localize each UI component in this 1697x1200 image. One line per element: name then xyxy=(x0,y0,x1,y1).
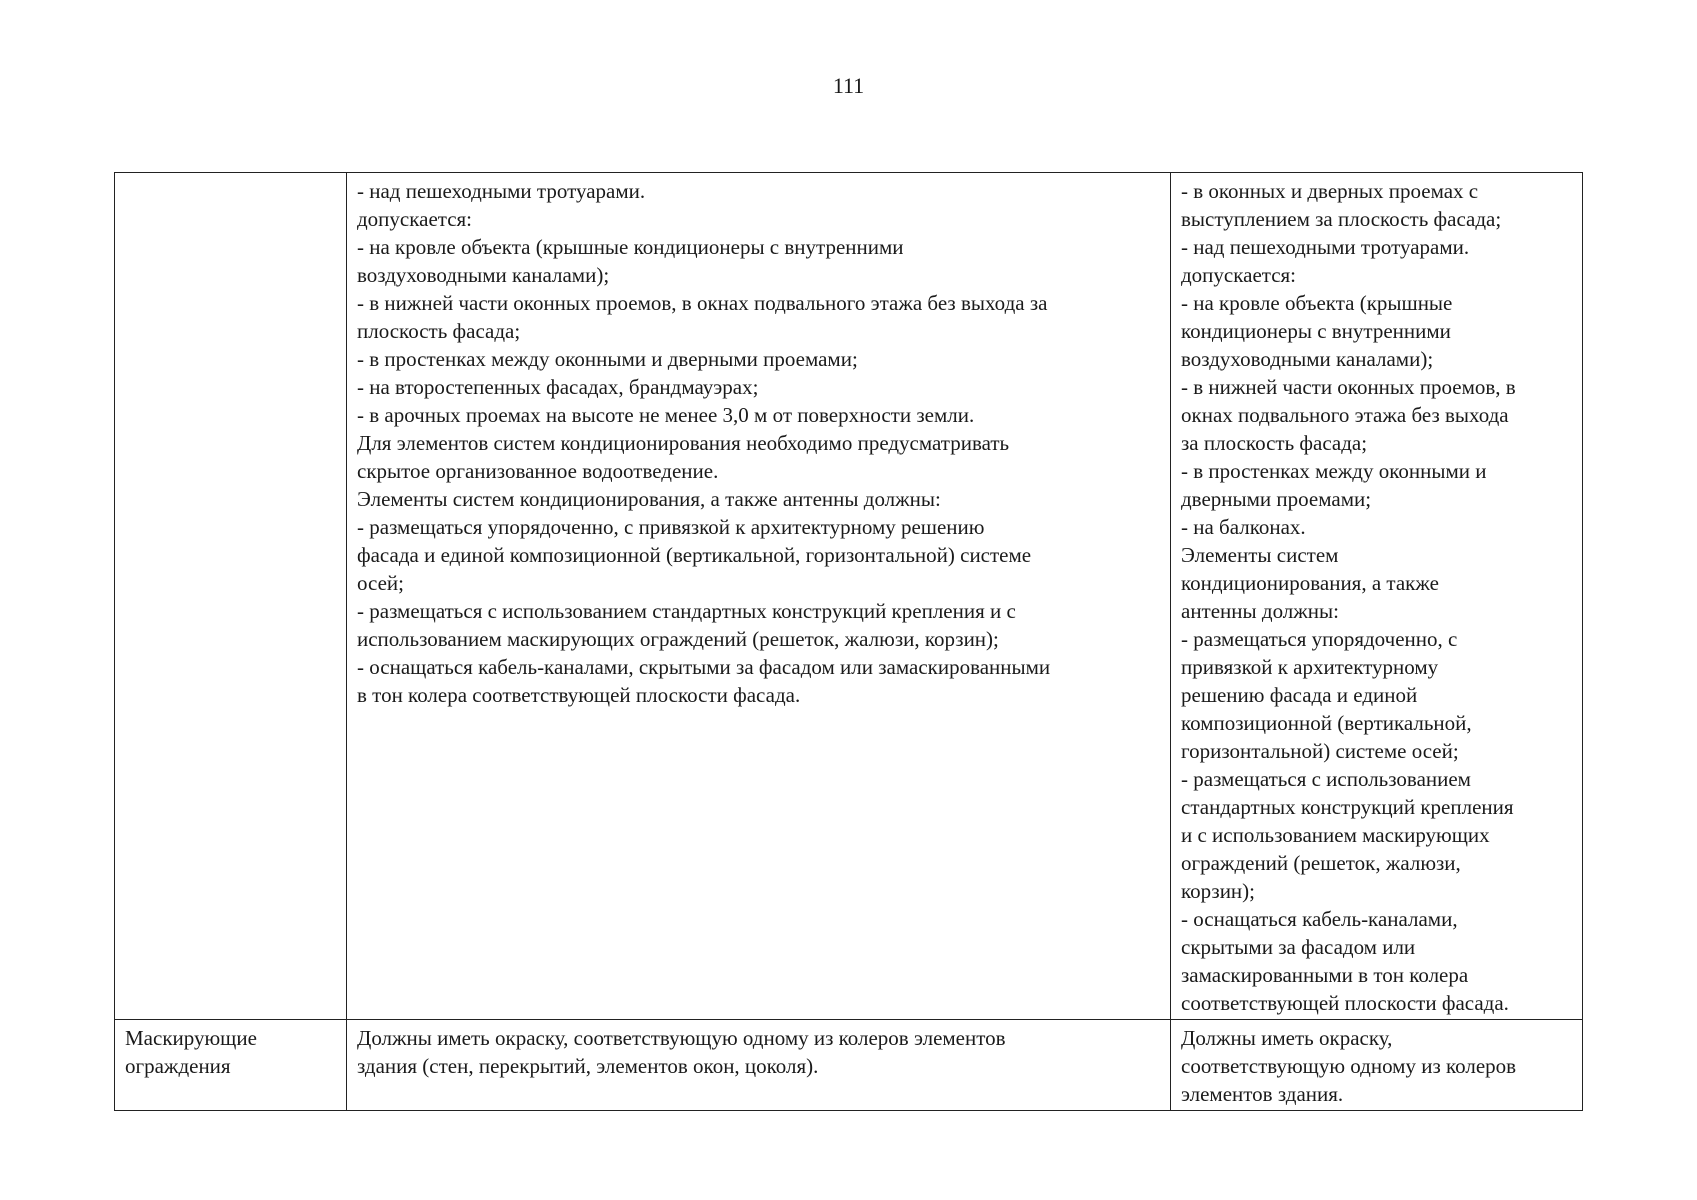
text-line: здания (стен, перекрытий, элементов окон, цоколя). xyxy=(357,1054,819,1078)
text-line: окнах подвального этажа без выхода xyxy=(1181,403,1509,427)
text-line: - на кровле объекта (крышные xyxy=(1181,291,1453,315)
text-line: - размещаться упорядоченно, с xyxy=(1181,627,1458,651)
text-line: - в арочных проемах на высоте не менее 3,0 м от поверхности земли. xyxy=(357,403,975,427)
text-line: соответствующую одному из колеров xyxy=(1181,1054,1517,1078)
text-line: - оснащаться кабель-каналами, скрытыми за фасадом или замаскированными xyxy=(357,655,1051,679)
text-line: - в оконных и дверных проемах с xyxy=(1181,179,1479,203)
text-line: - над пешеходными тротуарами. xyxy=(357,179,646,203)
text-line: корзин); xyxy=(1181,879,1255,903)
text-line: Маскирующие xyxy=(125,1026,257,1050)
text-line: Элементы систем кондиционирования, а также антенны должны: xyxy=(357,487,941,511)
text-line: - на кровле объекта (крышные кондиционеры с внутренними xyxy=(357,235,904,259)
text-line: использованием маскирующих ограждений (решеток, жалюзи, корзин); xyxy=(357,627,999,651)
text-line: ограждений (решеток, жалюзи, xyxy=(1181,851,1461,875)
text-line: - размещаться упорядоченно, с привязкой к архитектурному решению xyxy=(357,515,985,539)
text-line: воздуховодными каналами); xyxy=(357,263,610,287)
text-line: и с использованием маскирующих xyxy=(1181,823,1490,847)
table-cell-element-name xyxy=(115,1020,347,1111)
table-cell-requirements xyxy=(347,1020,1171,1111)
text-line: кондиционирования, а также xyxy=(1181,571,1439,595)
table-row xyxy=(115,173,1583,1020)
text-line: в тон колера соответствующей плоскости фасада. xyxy=(357,683,801,707)
text-line: Элементы систем xyxy=(1181,543,1339,567)
text-line: фасада и единой композиционной (вертикальной, горизонтальной) системе xyxy=(357,543,1032,567)
table-cell-element-name xyxy=(115,173,347,1020)
text-line: скрытыми за фасадом или xyxy=(1181,935,1416,959)
text-line: допускается: xyxy=(1181,263,1297,287)
text-line: скрытое организованное водоотведение. xyxy=(357,459,719,483)
text-line: Должны иметь окраску, соответствующую одному из колеров элементов xyxy=(357,1026,1006,1050)
text-line: за плоскость фасада; xyxy=(1181,431,1368,455)
text-line: стандартных конструкций крепления xyxy=(1181,795,1514,819)
text-line: кондиционеры с внутренними xyxy=(1181,319,1451,343)
requirements-table xyxy=(114,172,1583,1111)
text-line: осей; xyxy=(357,571,404,595)
text-line: Для элементов систем кондиционирования необходимо предусматривать xyxy=(357,431,1010,455)
text-line: - в простенках между оконными и дверными проемами; xyxy=(357,347,858,371)
text-line: - в простенках между оконными и xyxy=(1181,459,1487,483)
table-cell-requirements-alt xyxy=(1171,173,1583,1020)
text-line: композиционной (вертикальной, xyxy=(1181,711,1472,735)
text-line: горизонтальной) системе осей; xyxy=(1181,739,1459,763)
text-line: - размещаться с использованием xyxy=(1181,767,1471,791)
table-cell-requirements-alt xyxy=(1171,1020,1583,1111)
text-line: Должны иметь окраску, xyxy=(1181,1026,1393,1050)
text-line: - в нижней части оконных проемов, в окнах подвального этажа без выхода за xyxy=(357,291,1048,315)
text-line: решению фасада и единой xyxy=(1181,683,1418,707)
text-line: привязкой к архитектурному xyxy=(1181,655,1439,679)
text-line: воздуховодными каналами); xyxy=(1181,347,1434,371)
text-line: выступлением за плоскость фасада; xyxy=(1181,207,1502,231)
table-row xyxy=(115,1020,1583,1111)
table-cell-requirements xyxy=(347,173,1171,1020)
text-line: дверными проемами; xyxy=(1181,487,1372,511)
text-line: антенны должны: xyxy=(1181,599,1339,623)
text-line: - на балконах. xyxy=(1181,515,1306,539)
text-line: - размещаться с использованием стандартных конструкций крепления и с xyxy=(357,599,1016,623)
text-line: - в нижней части оконных проемов, в xyxy=(1181,375,1516,399)
text-line: - оснащаться кабель-каналами, xyxy=(1181,907,1458,931)
text-line: элементов здания. xyxy=(1181,1082,1344,1106)
text-line: плоскость фасада; xyxy=(357,319,521,343)
text-line: - на второстепенных фасадах, брандмауэрах; xyxy=(357,375,759,399)
text-line: ограждения xyxy=(125,1054,231,1078)
text-line: соответствующей плоскости фасада. xyxy=(1181,991,1509,1015)
text-line: - над пешеходными тротуарами. xyxy=(1181,235,1470,259)
text-line: допускается: xyxy=(357,207,473,231)
text-line: замаскированными в тон колера xyxy=(1181,963,1469,987)
page-number: 111 xyxy=(832,73,865,98)
